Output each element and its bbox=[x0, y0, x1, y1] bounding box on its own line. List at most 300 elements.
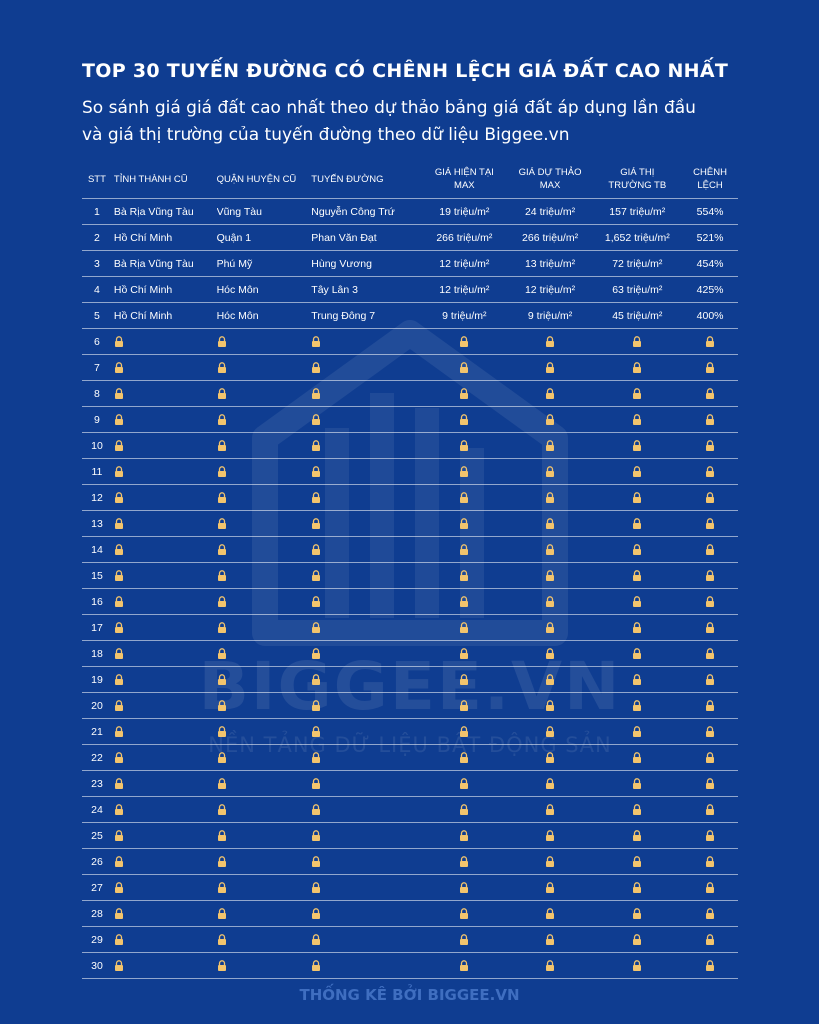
lock-icon bbox=[632, 622, 642, 634]
cell-district-locked bbox=[217, 518, 312, 530]
cell-street-locked bbox=[311, 674, 421, 686]
lock-icon bbox=[311, 414, 321, 426]
lock-icon bbox=[311, 934, 321, 946]
cell-street-locked bbox=[311, 622, 421, 634]
lock-icon bbox=[217, 362, 227, 374]
lock-icon bbox=[459, 752, 469, 764]
cell-draft-price-locked bbox=[508, 570, 593, 582]
cell-draft-price-locked bbox=[508, 674, 593, 686]
lock-icon bbox=[311, 518, 321, 530]
lock-icon bbox=[217, 596, 227, 608]
lock-icon bbox=[705, 570, 715, 582]
cell-draft-price-locked bbox=[508, 960, 593, 972]
lock-icon bbox=[545, 440, 555, 452]
cell-district-locked bbox=[217, 336, 312, 348]
cell-draft-price-locked bbox=[508, 440, 593, 452]
cell-current-price: 266 triệu/m² bbox=[436, 231, 493, 244]
lock-icon bbox=[545, 622, 555, 634]
lock-icon bbox=[311, 440, 321, 452]
cell-draft-price-locked bbox=[508, 518, 593, 530]
cell-difference-locked bbox=[682, 778, 738, 790]
lock-icon bbox=[217, 388, 227, 400]
cell-current-price-locked bbox=[421, 856, 508, 868]
cell-district-locked bbox=[217, 648, 312, 660]
header-market-price bbox=[592, 166, 682, 192]
lock-icon bbox=[632, 466, 642, 478]
cell-difference: 554% bbox=[696, 205, 724, 218]
table-row bbox=[82, 277, 738, 303]
lock-icon bbox=[545, 596, 555, 608]
watermark-tagline: NỀN TẢNG DỮ LIỆU BẤT ĐỘNG SẢN bbox=[208, 733, 612, 757]
lock-icon bbox=[459, 596, 469, 608]
cell-draft-price-locked bbox=[508, 908, 593, 920]
cell-street-locked bbox=[311, 726, 421, 738]
cell-market-price-locked bbox=[592, 934, 682, 946]
cell-stt: 6 bbox=[94, 335, 100, 348]
cell-district-locked bbox=[217, 804, 312, 816]
lock-icon bbox=[632, 960, 642, 972]
lock-icon bbox=[632, 778, 642, 790]
lock-icon bbox=[705, 804, 715, 816]
lock-icon bbox=[632, 726, 642, 738]
cell-province-locked bbox=[112, 336, 217, 348]
lock-icon bbox=[311, 804, 321, 816]
header-district: QUẬN HUYỆN CŨ bbox=[216, 173, 297, 185]
lock-icon bbox=[459, 830, 469, 842]
cell-draft-price-locked bbox=[508, 934, 593, 946]
cell-street-locked bbox=[311, 752, 421, 764]
cell-difference-locked bbox=[682, 752, 738, 764]
cell-market-price-locked bbox=[592, 700, 682, 712]
cell-province-locked bbox=[112, 466, 217, 478]
lock-icon bbox=[459, 492, 469, 504]
lock-icon bbox=[217, 440, 227, 452]
cell-stt: 27 bbox=[91, 881, 103, 894]
cell-market-price-locked bbox=[592, 778, 682, 790]
header-difference bbox=[682, 166, 738, 192]
cell-stt: 5 bbox=[94, 309, 100, 322]
cell-market-price-locked bbox=[592, 414, 682, 426]
cell-district: Vũng Tàu bbox=[216, 205, 262, 218]
cell-difference-locked bbox=[682, 674, 738, 686]
cell-street-locked bbox=[311, 466, 421, 478]
cell-market-price-locked bbox=[592, 856, 682, 868]
cell-district-locked bbox=[217, 778, 312, 790]
cell-draft-price-locked bbox=[508, 596, 593, 608]
lock-icon bbox=[217, 700, 227, 712]
lock-icon bbox=[459, 622, 469, 634]
lock-icon bbox=[632, 700, 642, 712]
cell-current-price-locked bbox=[421, 466, 508, 478]
lock-icon bbox=[217, 622, 227, 634]
cell-stt: 12 bbox=[91, 491, 103, 504]
lock-icon bbox=[632, 596, 642, 608]
cell-market-price: 45 triệu/m² bbox=[612, 309, 663, 322]
cell-difference-locked bbox=[682, 336, 738, 348]
lock-icon bbox=[114, 388, 124, 400]
cell-province-locked bbox=[112, 570, 217, 582]
cell-difference-locked bbox=[682, 440, 738, 452]
lock-icon bbox=[705, 882, 715, 894]
lock-icon bbox=[311, 596, 321, 608]
cell-street-locked bbox=[311, 336, 421, 348]
cell-district: Hóc Môn bbox=[216, 283, 259, 296]
lock-icon bbox=[311, 752, 321, 764]
lock-icon bbox=[217, 414, 227, 426]
lock-icon bbox=[545, 544, 555, 556]
lock-icon bbox=[217, 882, 227, 894]
cell-district-locked bbox=[217, 388, 312, 400]
cell-district-locked bbox=[217, 882, 312, 894]
cell-stt: 18 bbox=[91, 647, 103, 660]
lock-icon bbox=[705, 466, 715, 478]
cell-district-locked bbox=[217, 596, 312, 608]
cell-current-price-locked bbox=[421, 804, 508, 816]
cell-draft-price-locked bbox=[508, 622, 593, 634]
lock-icon bbox=[545, 414, 555, 426]
cell-street-locked bbox=[311, 492, 421, 504]
lock-icon bbox=[114, 336, 124, 348]
lock-icon bbox=[459, 934, 469, 946]
cell-current-price: 12 triệu/m² bbox=[439, 283, 490, 296]
lock-icon bbox=[114, 908, 124, 920]
table-row bbox=[82, 199, 738, 225]
table-header bbox=[82, 160, 738, 199]
cell-current-price: 19 triệu/m² bbox=[439, 205, 490, 218]
cell-difference-locked bbox=[682, 856, 738, 868]
cell-stt: 26 bbox=[91, 855, 103, 868]
lock-icon bbox=[632, 674, 642, 686]
table-row-locked bbox=[82, 355, 738, 381]
cell-province: Bà Rịa Vũng Tàu bbox=[113, 205, 194, 218]
lock-icon bbox=[217, 908, 227, 920]
cell-stt: 15 bbox=[91, 569, 103, 582]
cell-difference: 454% bbox=[696, 257, 724, 270]
cell-street-locked bbox=[311, 518, 421, 530]
lock-icon bbox=[705, 856, 715, 868]
cell-current-price-locked bbox=[421, 960, 508, 972]
lock-icon bbox=[705, 960, 715, 972]
cell-street: Tây Lân 3 bbox=[311, 283, 358, 296]
cell-market-price-locked bbox=[592, 882, 682, 894]
cell-current-price-locked bbox=[421, 908, 508, 920]
lock-icon bbox=[632, 440, 642, 452]
header-province: TỈNH THÀNH CŨ bbox=[113, 173, 188, 185]
cell-street-locked bbox=[311, 362, 421, 374]
lock-icon bbox=[545, 882, 555, 894]
lock-icon bbox=[459, 336, 469, 348]
cell-district-locked bbox=[217, 856, 312, 868]
header-draft-price-line2: MAX bbox=[539, 180, 561, 191]
cell-market-price: 63 triệu/m² bbox=[612, 283, 663, 296]
lock-icon bbox=[217, 518, 227, 530]
lock-icon bbox=[217, 830, 227, 842]
cell-current-price-locked bbox=[421, 726, 508, 738]
lock-icon bbox=[545, 960, 555, 972]
table-row-locked bbox=[82, 381, 738, 407]
lock-icon bbox=[632, 856, 642, 868]
table-row-locked bbox=[82, 641, 738, 667]
cell-current-price: 12 triệu/m² bbox=[439, 257, 490, 270]
lock-icon bbox=[459, 570, 469, 582]
cell-current-price: 9 triệu/m² bbox=[442, 309, 487, 322]
header-current-price-line2: MAX bbox=[454, 180, 475, 191]
cell-province: Hồ Chí Minh bbox=[113, 309, 173, 322]
lock-icon bbox=[114, 960, 124, 972]
lock-icon bbox=[459, 804, 469, 816]
subtitle-line-2: và giá thị trường của tuyến đường theo dữ liệu Biggee.vn bbox=[82, 125, 570, 145]
cell-province-locked bbox=[112, 830, 217, 842]
cell-district-locked bbox=[217, 830, 312, 842]
table-row-locked bbox=[82, 537, 738, 563]
lock-icon bbox=[632, 908, 642, 920]
watermark-brand: BIGGEE.VN bbox=[198, 648, 622, 725]
cell-draft-price-locked bbox=[508, 726, 593, 738]
cell-street-locked bbox=[311, 596, 421, 608]
lock-icon bbox=[217, 674, 227, 686]
lock-icon bbox=[545, 726, 555, 738]
header-market-price-line2: TRƯỜNG TB bbox=[608, 180, 667, 191]
lock-icon bbox=[217, 544, 227, 556]
lock-icon bbox=[459, 856, 469, 868]
cell-draft-price-locked bbox=[508, 414, 593, 426]
cell-market-price-locked bbox=[592, 570, 682, 582]
lock-icon bbox=[459, 414, 469, 426]
cell-stt: 19 bbox=[91, 673, 103, 686]
cell-draft-price-locked bbox=[508, 544, 593, 556]
ranking-table bbox=[82, 160, 738, 979]
cell-province-locked bbox=[112, 856, 217, 868]
table-row-locked bbox=[82, 953, 738, 979]
lock-icon bbox=[311, 674, 321, 686]
lock-icon bbox=[114, 726, 124, 738]
cell-difference-locked bbox=[682, 882, 738, 894]
cell-street: Hùng Vương bbox=[311, 257, 372, 270]
cell-stt: 3 bbox=[94, 257, 100, 270]
table-row-locked bbox=[82, 849, 738, 875]
lock-icon bbox=[459, 388, 469, 400]
cell-district-locked bbox=[217, 726, 312, 738]
lock-icon bbox=[114, 414, 124, 426]
lock-icon bbox=[217, 778, 227, 790]
lock-icon bbox=[217, 804, 227, 816]
cell-province-locked bbox=[112, 518, 217, 530]
cell-province-locked bbox=[112, 362, 217, 374]
cell-stt: 28 bbox=[91, 907, 103, 920]
cell-district-locked bbox=[217, 414, 312, 426]
cell-province: Hồ Chí Minh bbox=[113, 283, 173, 296]
lock-icon bbox=[311, 648, 321, 660]
table-row-locked bbox=[82, 901, 738, 927]
cell-street-locked bbox=[311, 856, 421, 868]
cell-current-price-locked bbox=[421, 882, 508, 894]
cell-province-locked bbox=[112, 804, 217, 816]
table-row-locked bbox=[82, 693, 738, 719]
header-current-price bbox=[421, 166, 508, 192]
cell-market-price: 157 triệu/m² bbox=[609, 205, 666, 218]
lock-icon bbox=[114, 648, 124, 660]
table-row bbox=[82, 303, 738, 329]
lock-icon bbox=[114, 596, 124, 608]
lock-icon bbox=[632, 388, 642, 400]
lock-icon bbox=[114, 856, 124, 868]
cell-difference-locked bbox=[682, 804, 738, 816]
cell-province-locked bbox=[112, 752, 217, 764]
cell-difference: 521% bbox=[696, 231, 724, 244]
lock-icon bbox=[705, 648, 715, 660]
cell-province-locked bbox=[112, 596, 217, 608]
cell-market-price-locked bbox=[592, 752, 682, 764]
cell-street-locked bbox=[311, 830, 421, 842]
lock-icon bbox=[632, 492, 642, 504]
lock-icon bbox=[545, 570, 555, 582]
table-row-locked bbox=[82, 329, 738, 355]
cell-draft-price-locked bbox=[508, 752, 593, 764]
header-draft-price bbox=[508, 166, 593, 192]
cell-province-locked bbox=[112, 726, 217, 738]
lock-icon bbox=[705, 830, 715, 842]
cell-stt: 11 bbox=[91, 465, 103, 478]
cell-street: Trung Đông 7 bbox=[311, 309, 376, 322]
cell-province-locked bbox=[112, 648, 217, 660]
cell-street-locked bbox=[311, 544, 421, 556]
cell-street-locked bbox=[311, 804, 421, 816]
lock-icon bbox=[114, 674, 124, 686]
cell-district-locked bbox=[217, 622, 312, 634]
cell-province-locked bbox=[112, 908, 217, 920]
cell-difference-locked bbox=[682, 362, 738, 374]
cell-market-price: 1,652 triệu/m² bbox=[604, 231, 670, 244]
lock-icon bbox=[545, 830, 555, 842]
cell-district-locked bbox=[217, 960, 312, 972]
lock-icon bbox=[217, 570, 227, 582]
lock-icon bbox=[632, 752, 642, 764]
cell-province-locked bbox=[112, 622, 217, 634]
table-row-locked bbox=[82, 407, 738, 433]
lock-icon bbox=[114, 934, 124, 946]
cell-province-locked bbox=[112, 934, 217, 946]
cell-market-price-locked bbox=[592, 596, 682, 608]
cell-district-locked bbox=[217, 934, 312, 946]
lock-icon bbox=[545, 778, 555, 790]
cell-market-price-locked bbox=[592, 960, 682, 972]
cell-district-locked bbox=[217, 570, 312, 582]
cell-district-locked bbox=[217, 466, 312, 478]
subtitle-line-1: So sánh giá giá đất cao nhất theo dự thảo bảng giá đất áp dụng lần đầu bbox=[82, 98, 696, 118]
cell-province-locked bbox=[112, 700, 217, 712]
lock-icon bbox=[459, 466, 469, 478]
cell-stt: 23 bbox=[91, 777, 103, 790]
cell-current-price-locked bbox=[421, 752, 508, 764]
cell-stt: 30 bbox=[91, 959, 103, 972]
table-row-locked bbox=[82, 927, 738, 953]
cell-stt: 9 bbox=[94, 413, 100, 426]
cell-market-price-locked bbox=[592, 830, 682, 842]
lock-icon bbox=[114, 544, 124, 556]
cell-district: Hóc Môn bbox=[216, 309, 259, 322]
cell-current-price-locked bbox=[421, 336, 508, 348]
header-stt: STT bbox=[87, 173, 106, 185]
header-draft-price-line1: GIÁ DỰ THẢO bbox=[518, 167, 582, 178]
cell-stt: 1 bbox=[94, 205, 100, 218]
lock-icon bbox=[545, 492, 555, 504]
lock-icon bbox=[705, 726, 715, 738]
lock-icon bbox=[545, 856, 555, 868]
cell-draft-price-locked bbox=[508, 492, 593, 504]
cell-province-locked bbox=[112, 674, 217, 686]
cell-current-price-locked bbox=[421, 492, 508, 504]
lock-icon bbox=[217, 934, 227, 946]
lock-icon bbox=[114, 570, 124, 582]
cell-draft-price-locked bbox=[508, 648, 593, 660]
lock-icon bbox=[311, 492, 321, 504]
cell-province-locked bbox=[112, 882, 217, 894]
lock-icon bbox=[705, 622, 715, 634]
lock-icon bbox=[705, 362, 715, 374]
cell-current-price-locked bbox=[421, 934, 508, 946]
lock-icon bbox=[545, 674, 555, 686]
cell-street-locked bbox=[311, 700, 421, 712]
cell-street-locked bbox=[311, 440, 421, 452]
cell-district-locked bbox=[217, 440, 312, 452]
lock-icon bbox=[311, 388, 321, 400]
lock-icon bbox=[114, 466, 124, 478]
lock-icon bbox=[705, 700, 715, 712]
lock-icon bbox=[311, 908, 321, 920]
lock-icon bbox=[217, 856, 227, 868]
table-row-locked bbox=[82, 563, 738, 589]
lock-icon bbox=[632, 804, 642, 816]
cell-market-price-locked bbox=[592, 726, 682, 738]
cell-street: Nguyễn Công Trứ bbox=[311, 205, 395, 218]
cell-district: Phú Mỹ bbox=[216, 257, 253, 270]
lock-icon bbox=[217, 492, 227, 504]
cell-difference-locked bbox=[682, 960, 738, 972]
lock-icon bbox=[114, 700, 124, 712]
cell-street: Phan Văn Đạt bbox=[311, 231, 377, 244]
lock-icon bbox=[311, 856, 321, 868]
lock-icon bbox=[114, 882, 124, 894]
cell-district-locked bbox=[217, 492, 312, 504]
table-row-locked bbox=[82, 823, 738, 849]
cell-draft-price-locked bbox=[508, 804, 593, 816]
lock-icon bbox=[705, 440, 715, 452]
cell-stt: 20 bbox=[91, 699, 103, 712]
lock-icon bbox=[632, 934, 642, 946]
cell-difference-locked bbox=[682, 596, 738, 608]
lock-icon bbox=[459, 700, 469, 712]
cell-district-locked bbox=[217, 908, 312, 920]
table-row bbox=[82, 251, 738, 277]
cell-current-price-locked bbox=[421, 778, 508, 790]
header-difference-line1: CHÊNH bbox=[693, 167, 727, 178]
cell-draft-price-locked bbox=[508, 362, 593, 374]
cell-draft-price: 12 triệu/m² bbox=[524, 283, 576, 296]
header-current-price-line1: GIÁ HIỆN TẠI bbox=[434, 167, 494, 178]
cell-current-price-locked bbox=[421, 414, 508, 426]
lock-icon bbox=[311, 726, 321, 738]
cell-draft-price-locked bbox=[508, 700, 593, 712]
cell-difference-locked bbox=[682, 700, 738, 712]
cell-province-locked bbox=[112, 414, 217, 426]
cell-street-locked bbox=[311, 934, 421, 946]
cell-market-price-locked bbox=[592, 674, 682, 686]
lock-icon bbox=[217, 960, 227, 972]
cell-difference-locked bbox=[682, 544, 738, 556]
cell-market-price-locked bbox=[592, 544, 682, 556]
cell-current-price-locked bbox=[421, 544, 508, 556]
cell-stt: 7 bbox=[94, 361, 100, 374]
